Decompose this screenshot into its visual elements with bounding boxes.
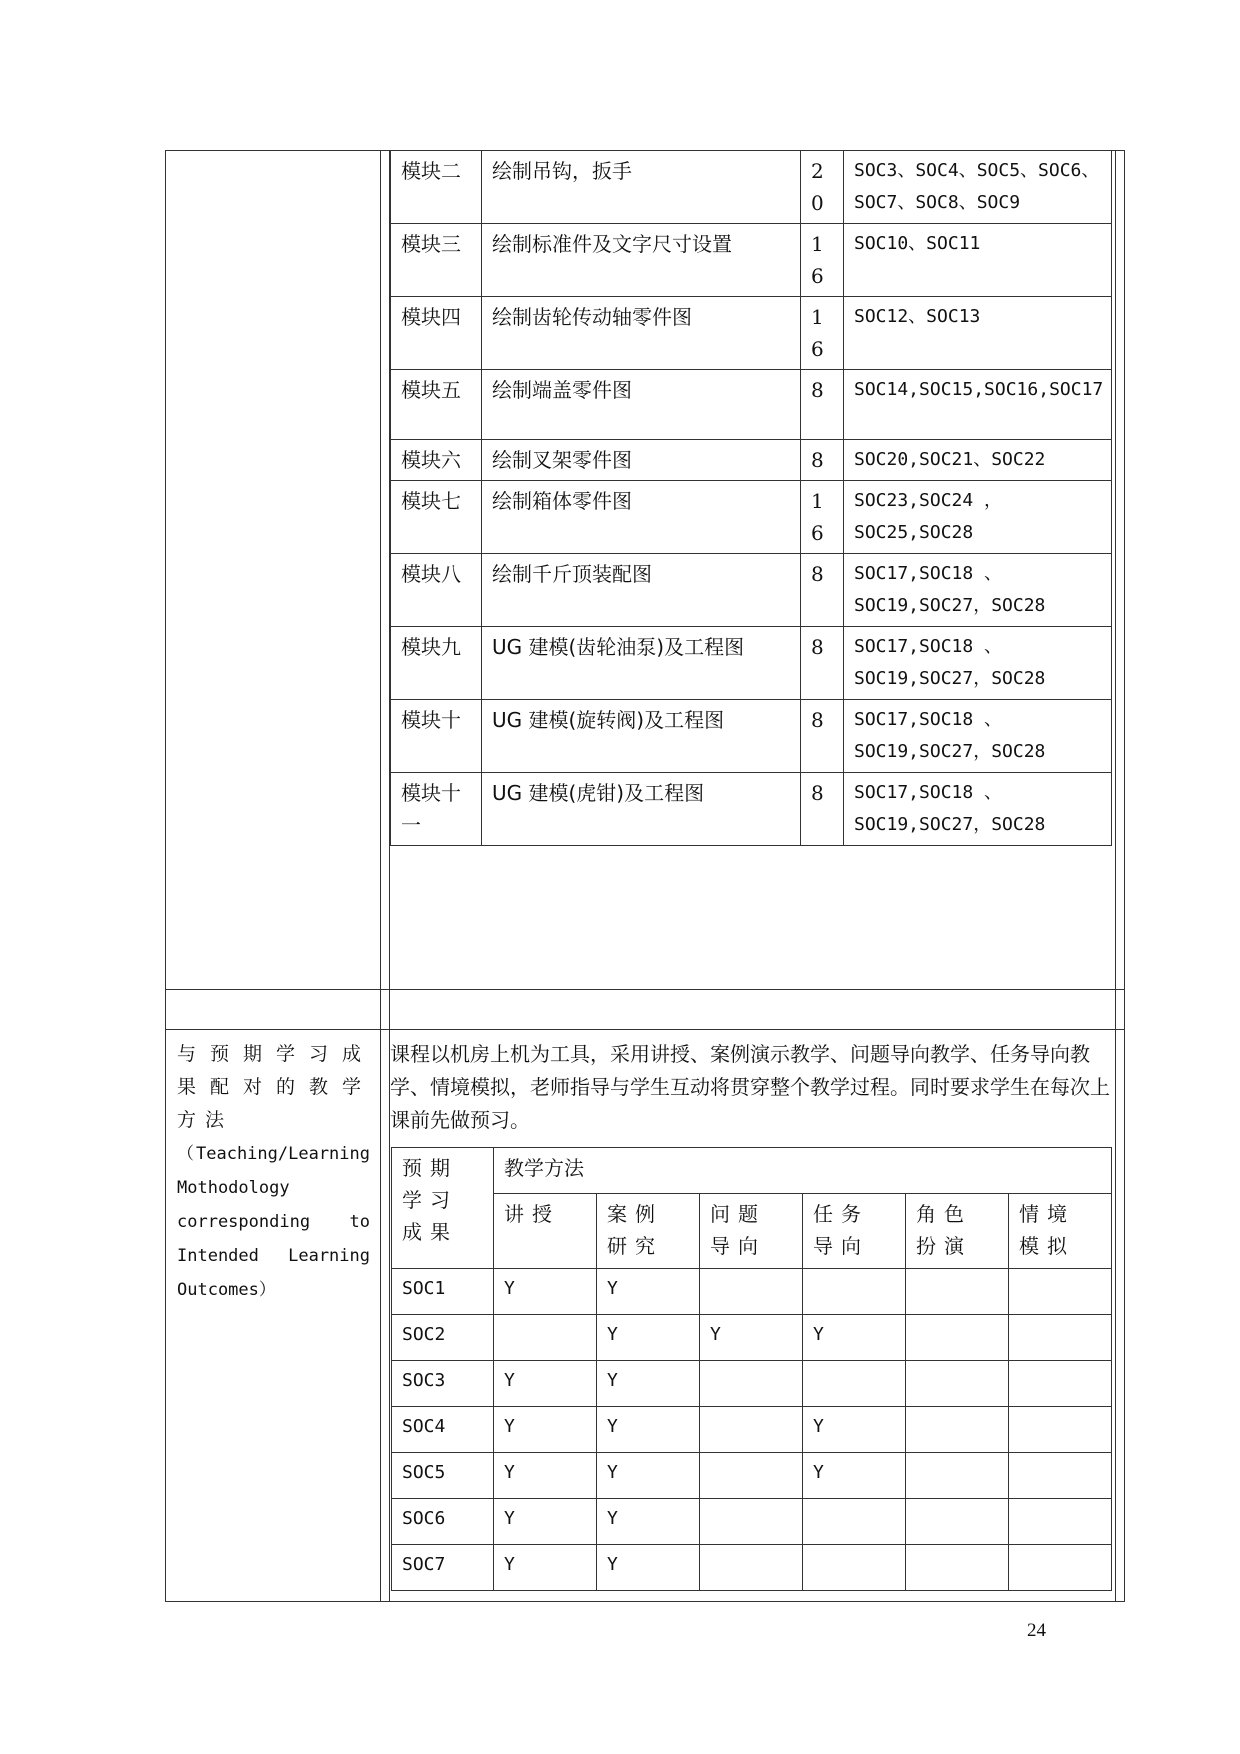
module-outcomes: SOC17,SOC18 、SOC19,SOC27，SOC28 (844, 627, 1112, 700)
method-mark (1009, 1361, 1112, 1407)
method-mark: Y (494, 1361, 597, 1407)
method-row (392, 1453, 1112, 1499)
method-mark (1009, 1315, 1112, 1361)
method-mark (906, 1315, 1009, 1361)
method-mark (1009, 1499, 1112, 1545)
section-label-en: （Teaching/Learning Mothodology corresponding to Intended Learning Outcomes） (177, 1144, 370, 1300)
module-outcomes: SOC23,SOC24 ，SOC25,SOC28 (844, 481, 1112, 554)
module-row (391, 151, 1112, 224)
module-outcomes: SOC17,SOC18 、SOC19,SOC27，SOC28 (844, 554, 1112, 627)
module-outcomes: SOC20,SOC21、SOC22 (844, 440, 1112, 481)
method-mark: Y (803, 1453, 906, 1499)
method-mark (906, 1407, 1009, 1453)
module-hours: 16 (801, 481, 844, 554)
module-name: 模块四 (391, 297, 482, 370)
module-content: 绘制千斤顶装配图 (482, 554, 801, 627)
module-row (391, 481, 1112, 554)
module-outcomes: SOC14,SOC15,SOC16,SOC17 (844, 370, 1112, 440)
module-content: 绘制端盖零件图 (482, 370, 801, 440)
method-mark (700, 1361, 803, 1407)
module-outcomes: SOC12、SOC13 (844, 297, 1112, 370)
method-column-header: 情境模拟 (1009, 1194, 1112, 1269)
method-row (392, 1545, 1112, 1591)
method-mark (494, 1315, 597, 1361)
method-mark: Y (597, 1315, 700, 1361)
method-column-header: 案例研究 (597, 1194, 700, 1269)
method-column-header: 问题导向 (700, 1194, 803, 1269)
module-hours: 16 (801, 224, 844, 297)
module-row (391, 440, 1112, 481)
method-mark: Y (803, 1315, 906, 1361)
column-divider-right (1115, 151, 1116, 1601)
method-mark (700, 1407, 803, 1453)
outcome-code: SOC5 (392, 1453, 494, 1499)
module-outcomes: SOC17,SOC18 、SOC19,SOC27，SOC28 (844, 773, 1112, 846)
method-mark: Y (494, 1407, 597, 1453)
method-mark: Y (803, 1407, 906, 1453)
module-hours: 8 (801, 370, 844, 440)
module-content: UG 建模(虎钳)及工程图 (482, 773, 801, 846)
section-label (177, 1038, 370, 1307)
module-hours: 8 (801, 440, 844, 481)
module-row (391, 773, 1112, 846)
module-content: 绘制箱体零件图 (482, 481, 801, 554)
outcome-code: SOC3 (392, 1361, 494, 1407)
method-mark: Y (597, 1499, 700, 1545)
page-number: 24 (1027, 1620, 1046, 1641)
method-mark: Y (700, 1315, 803, 1361)
method-mark (906, 1499, 1009, 1545)
module-row (391, 700, 1112, 773)
module-name: 模块七 (391, 481, 482, 554)
method-mark: Y (597, 1407, 700, 1453)
method-group-header: 教学方法 (494, 1148, 1112, 1194)
outcome-header: 预期学习成果 (392, 1148, 494, 1269)
row-divider-2 (166, 1029, 1124, 1030)
method-mark: Y (494, 1453, 597, 1499)
method-mark: Y (597, 1545, 700, 1591)
method-mark (1009, 1407, 1112, 1453)
methods-header-row-2 (392, 1194, 1112, 1269)
teaching-methods-table (391, 1147, 1112, 1591)
module-outcomes: SOC10、SOC11 (844, 224, 1112, 297)
module-content: 绘制叉架零件图 (482, 440, 801, 481)
method-mark (803, 1269, 906, 1315)
method-mark (906, 1545, 1009, 1591)
row-divider-1 (166, 989, 1124, 990)
method-mark: Y (494, 1269, 597, 1315)
module-outcomes: SOC17,SOC18 、SOC19,SOC27，SOC28 (844, 700, 1112, 773)
method-mark (1009, 1269, 1112, 1315)
outcome-code: SOC2 (392, 1315, 494, 1361)
outcome-code: SOC1 (392, 1269, 494, 1315)
method-row (392, 1315, 1112, 1361)
method-mark (906, 1269, 1009, 1315)
module-hours: 8 (801, 773, 844, 846)
method-column-header: 任务导向 (803, 1194, 906, 1269)
method-mark: Y (597, 1361, 700, 1407)
module-name: 模块八 (391, 554, 482, 627)
outcome-code: SOC6 (392, 1499, 494, 1545)
module-name: 模块十一 (391, 773, 482, 846)
method-row (392, 1269, 1112, 1315)
module-row (391, 370, 1112, 440)
column-divider-left (380, 151, 381, 1601)
module-row (391, 297, 1112, 370)
method-mark (803, 1499, 906, 1545)
method-mark: Y (494, 1499, 597, 1545)
method-row (392, 1361, 1112, 1407)
module-name: 模块二 (391, 151, 482, 224)
method-mark (700, 1499, 803, 1545)
module-name: 模块三 (391, 224, 482, 297)
method-row (392, 1499, 1112, 1545)
method-column-header: 角色扮演 (906, 1194, 1009, 1269)
module-name: 模块十 (391, 700, 482, 773)
module-content: UG 建模(齿轮油泵)及工程图 (482, 627, 801, 700)
methods-header-row-1 (392, 1148, 1112, 1194)
method-row (392, 1407, 1112, 1453)
module-hours: 20 (801, 151, 844, 224)
module-content: UG 建模(旋转阀)及工程图 (482, 700, 801, 773)
method-mark (803, 1545, 906, 1591)
module-name: 模块九 (391, 627, 482, 700)
module-hours: 8 (801, 700, 844, 773)
module-hours: 16 (801, 297, 844, 370)
section-label-zh: 与预期学习成果配对的教学方法 (177, 1043, 370, 1131)
module-outcomes: SOC3、SOC4、SOC5、SOC6、SOC7、SOC8、SOC9 (844, 151, 1112, 224)
module-name: 模块五 (391, 370, 482, 440)
module-hours: 8 (801, 627, 844, 700)
module-content: 绘制齿轮传动轴零件图 (482, 297, 801, 370)
method-mark (803, 1361, 906, 1407)
module-row (391, 224, 1112, 297)
outcome-code: SOC7 (392, 1545, 494, 1591)
outcome-code: SOC4 (392, 1407, 494, 1453)
module-schedule-table (390, 150, 1112, 846)
method-mark (700, 1545, 803, 1591)
method-mark (906, 1453, 1009, 1499)
module-hours: 8 (801, 554, 844, 627)
method-mark (1009, 1453, 1112, 1499)
method-mark (700, 1453, 803, 1499)
method-mark: Y (597, 1269, 700, 1315)
module-row (391, 554, 1112, 627)
method-mark: Y (597, 1453, 700, 1499)
teaching-method-intro: 课程以机房上机为工具，采用讲授、案例演示教学、问题导向教学、任务导向教学、情境模拟，老师指导与学生互动将贯穿整个教学过程。同时要求学生在每次上课前先做预习。 (390, 1042, 1110, 1132)
module-content: 绘制标准件及文字尺寸设置 (482, 224, 801, 297)
module-name: 模块六 (391, 440, 482, 481)
method-column-header: 讲授 (494, 1194, 597, 1269)
method-mark (1009, 1545, 1112, 1591)
module-row (391, 627, 1112, 700)
method-mark (700, 1269, 803, 1315)
method-mark: Y (494, 1545, 597, 1591)
module-content: 绘制吊钩，扳手 (482, 151, 801, 224)
method-mark (906, 1361, 1009, 1407)
